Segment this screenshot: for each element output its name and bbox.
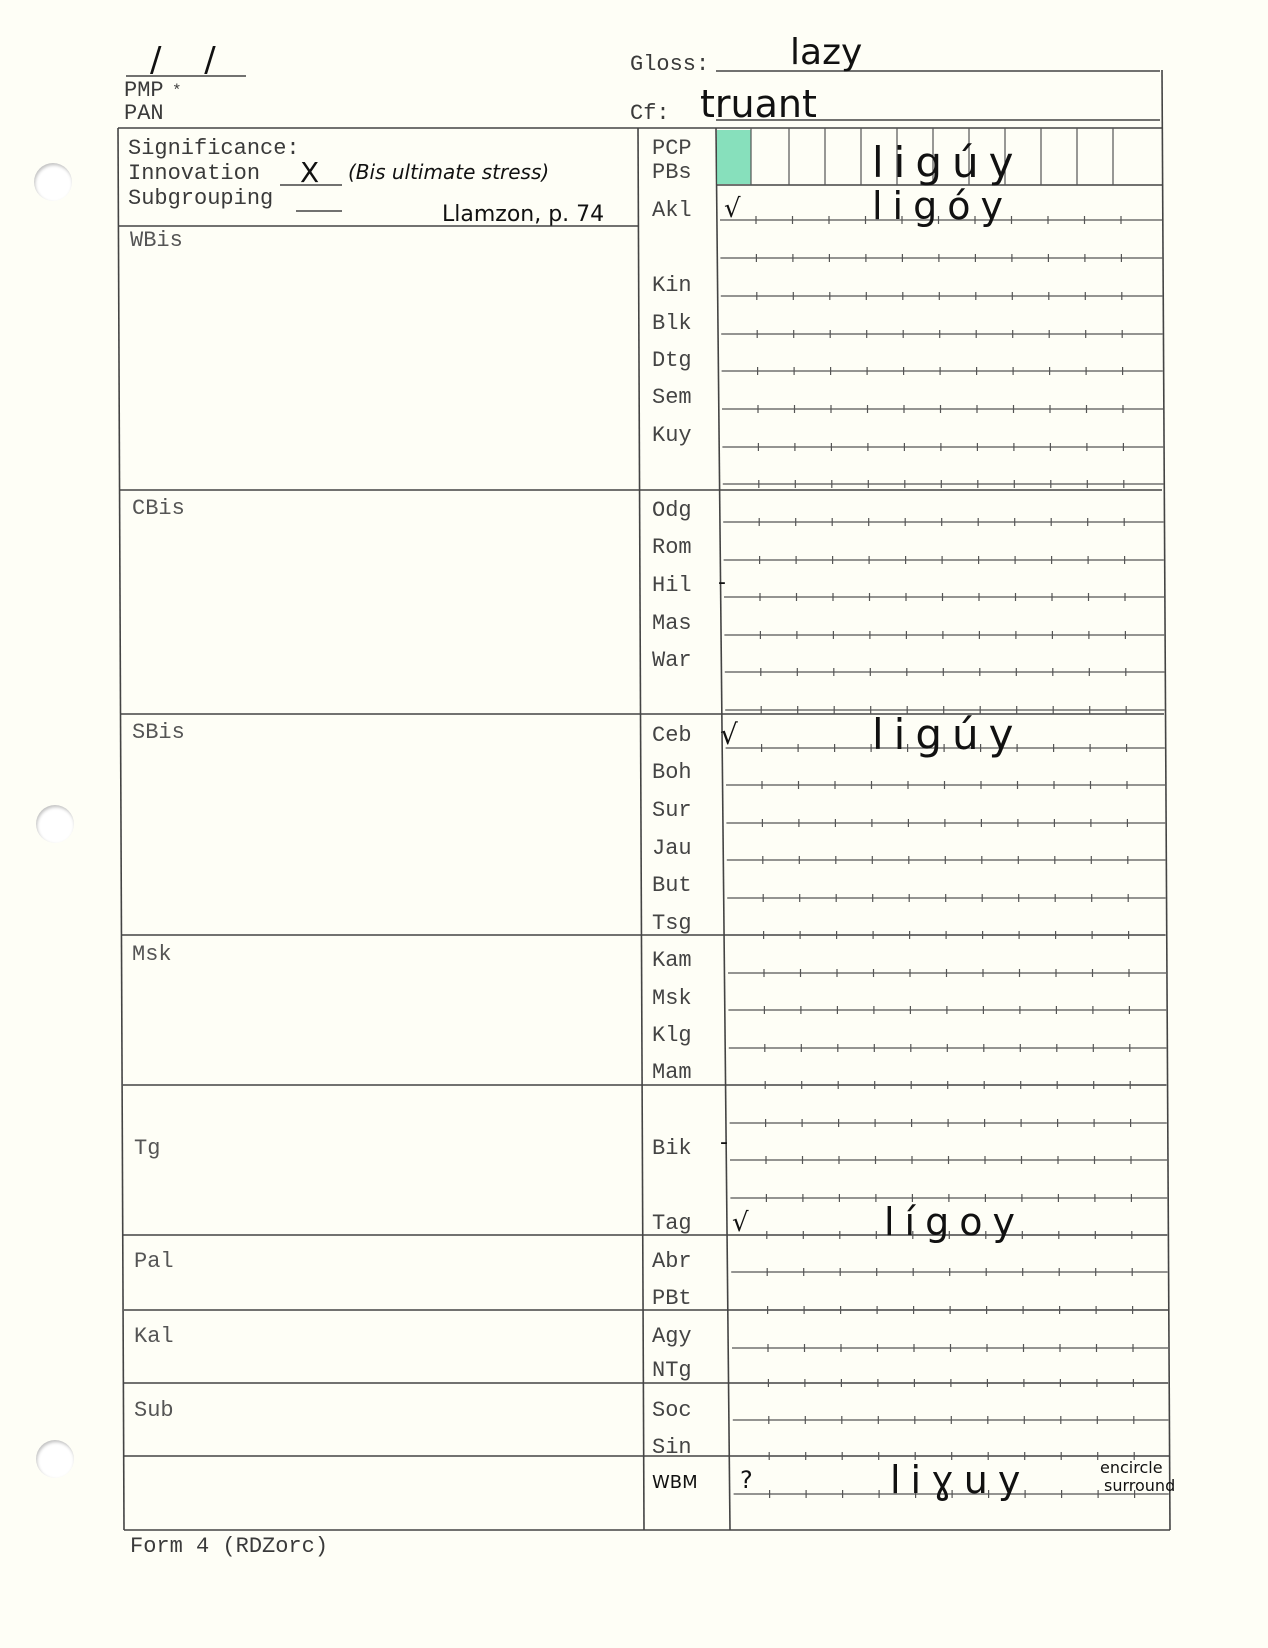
code-tag: Tag [652,1211,692,1236]
code-mam: Mam [652,1060,692,1085]
code-war: War [652,648,692,673]
section-label-wbis: WBis [130,228,183,253]
gloss-value: lazy [790,32,863,73]
code-boh: Boh [652,760,692,785]
code-agy: Agy [652,1324,692,1349]
code-pcp: PCP [652,136,692,161]
code-msk: Msk [652,986,692,1011]
code-tsg: Tsg [652,911,692,936]
section-label-sbis: SBis [132,720,185,745]
tag-form: lígoy [884,1200,1025,1244]
code-sin: Sin [652,1435,692,1460]
section-label-pal: Pal [134,1249,174,1274]
code-soc: Soc [652,1398,692,1423]
pmp-asterisk: * [172,82,182,100]
reference-note: Llamzon, p. 74 [442,202,605,227]
code-abr: Abr [652,1249,692,1274]
section-label-tg: Tg [134,1136,161,1161]
innovation-label: Innovation [128,161,261,186]
code-mas: Mas [652,611,692,636]
innovation-mark: X [300,156,320,189]
code-bik: Bik [652,1136,692,1161]
code-hil: Hil [652,573,692,598]
code-jau: Jau [652,836,692,861]
code-but: But [652,873,692,898]
pbs-form: ligúy [872,138,1024,187]
code-sur: Sur [652,798,692,823]
code-kin: Kin [652,273,692,298]
code-kam: Kam [652,948,692,973]
pmp-label: PMP [124,78,164,103]
code-wbm: WBM [652,1472,698,1493]
date-slashes: / / [150,40,232,80]
form-footer: Form 4 (RDZorc) [130,1534,329,1559]
section-label-kal: Kal [134,1324,174,1349]
code-odg: Odg [652,498,692,523]
gloss-label: Gloss: [630,52,710,77]
hil-dash: - [718,570,726,595]
wbm-note-encircle: encircle [1100,1458,1163,1477]
wbm-form: liɣuy [890,1458,1031,1502]
akl-form: ligóy [872,184,1013,228]
cf-label: Cf: [630,101,670,126]
innovation-note: (Bis ultimate stress) [348,160,550,184]
code-sem: Sem [652,385,692,410]
cf-value: truant [700,82,817,126]
code-dtg: Dtg [652,348,692,373]
akl-check: √ [724,194,741,224]
code-ntg: NTg [652,1358,692,1383]
ceb-form: ligúy [872,710,1024,759]
code-pbs: PBs [652,160,692,185]
code-pbt: PBt [652,1286,692,1311]
section-label-cbis: CBis [132,496,185,521]
section-label-msk: Msk [132,942,172,967]
code-akl: Akl [652,198,692,223]
pan-label: PAN [124,101,164,126]
bik-dash: - [720,1130,728,1155]
code-blk: Blk [652,311,692,336]
code-rom: Rom [652,535,692,560]
code-ceb: Ceb [652,723,692,748]
tag-check: √ [732,1208,749,1238]
code-klg: Klg [652,1023,692,1048]
significance-title: Significance: [128,136,300,161]
section-label-sub: Sub [134,1398,174,1423]
subgrouping-label: Subgrouping [128,186,274,211]
ceb-check: √ [720,718,738,751]
wbm-note-surround: surround [1104,1476,1176,1495]
code-kuy: Kuy [652,423,692,448]
wbm-question: ? [740,1466,753,1494]
